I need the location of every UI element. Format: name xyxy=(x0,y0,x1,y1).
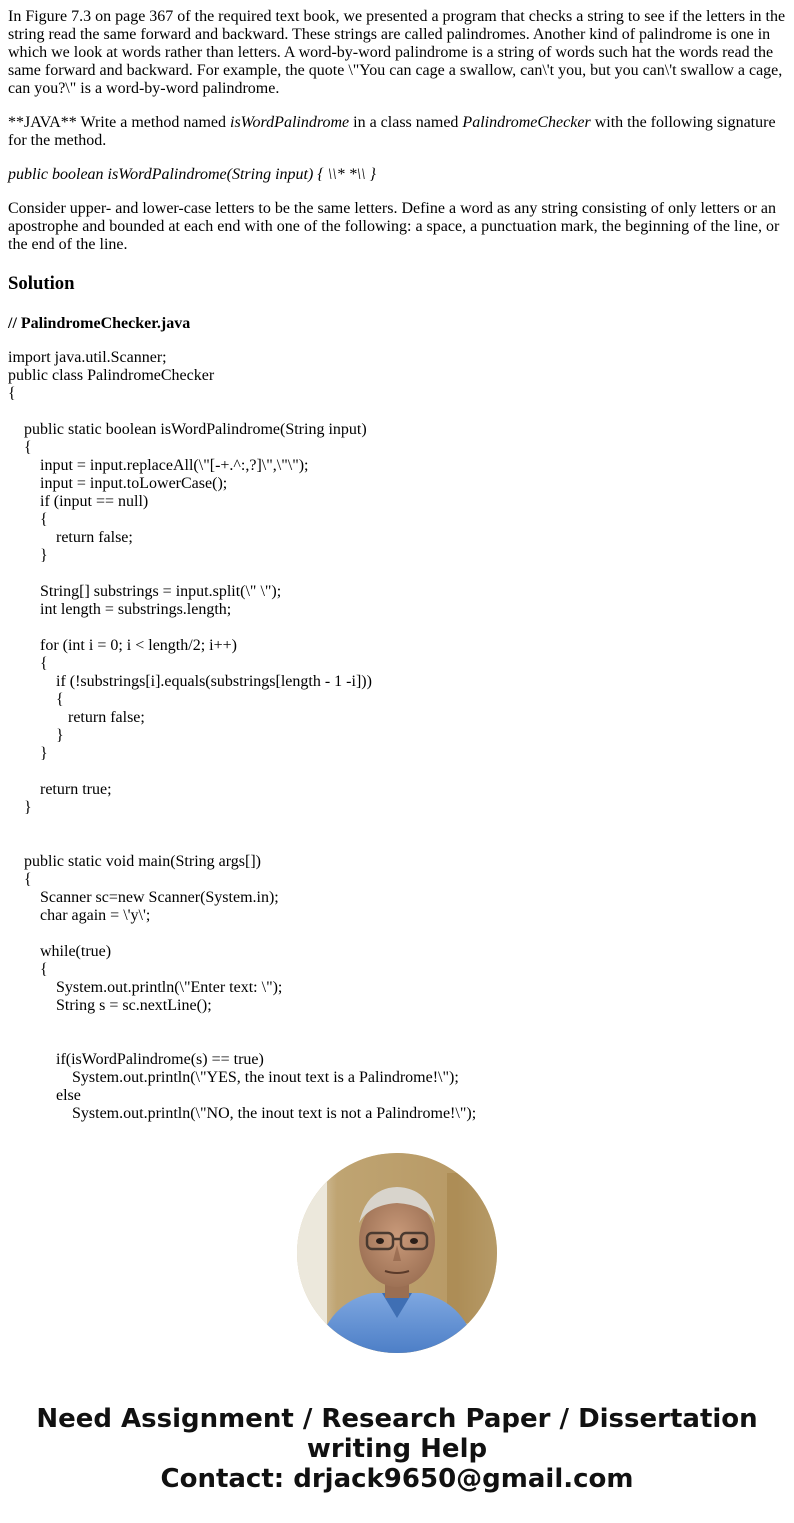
code-line xyxy=(8,619,788,637)
code-line: public class PalindromeChecker xyxy=(8,367,215,384)
code-line: public static void main(String args[]) xyxy=(8,853,261,870)
code-line xyxy=(8,817,788,835)
contact-banner xyxy=(0,1404,794,1494)
code-line: System.out.println(\"NO, the inout text is not a Palindrome!\"); xyxy=(8,1105,477,1122)
code-line: { xyxy=(8,385,16,402)
code-line: } xyxy=(8,799,32,816)
code-line: } xyxy=(8,727,64,744)
code-line xyxy=(8,1015,788,1033)
code-line: else xyxy=(8,1087,81,1104)
question-paragraph-4: Consider upper- and lower-case letters to be the same letters. Define a word as any string consisting of only letters or an apostrophe and bounded at each end with one of the following: a space, a punctuation mark, the beginning of the line, or the end of the line. xyxy=(8,200,780,253)
code-line xyxy=(8,565,788,583)
code-line: { xyxy=(8,871,32,888)
code-line: while(true) xyxy=(8,943,112,960)
code-line: input = input.toLowerCase(); xyxy=(8,475,228,492)
article xyxy=(8,8,788,1123)
p2-middle: in a class named xyxy=(349,114,463,131)
code-line: char again = \'y\'; xyxy=(8,907,151,924)
code-line: for (int i = 0; i < length/2; i++) xyxy=(8,637,237,654)
code-line: { xyxy=(8,691,64,708)
code-line: if(isWordPalindrome(s) == true) xyxy=(8,1051,264,1068)
method-signature xyxy=(8,166,788,184)
question-paragraph-2 xyxy=(8,114,788,150)
code-line: String s = sc.nextLine(); xyxy=(8,997,212,1014)
code-line: int length = substrings.length; xyxy=(8,601,232,618)
cta-line-3: Contact: drjack9650@gmail.com xyxy=(160,1464,634,1494)
code-line: } xyxy=(8,547,48,564)
cta-line-1: Need Assignment / Research Paper / Dissertation xyxy=(36,1404,758,1434)
code-line: { xyxy=(8,511,48,528)
p2-suffix: with the following signature for the method. xyxy=(8,114,776,149)
code-line xyxy=(8,835,788,853)
code-line: String[] substrings = input.split(\" \"); xyxy=(8,583,282,600)
p2-prefix: **JAVA** Write a method named xyxy=(8,114,230,131)
code-line: import java.util.Scanner; xyxy=(8,349,167,366)
code-line: { xyxy=(8,961,48,978)
author-avatar xyxy=(297,1153,497,1353)
code-line: { xyxy=(8,439,32,456)
code-line: System.out.println(\"Enter text: \"); xyxy=(8,979,283,996)
code-line: if (!substrings[i].equals(substrings[length - 1 -i])) xyxy=(8,673,372,690)
method-name: isWordPalindrome xyxy=(230,114,350,131)
code-line: } xyxy=(8,745,48,762)
code-line: public static boolean isWordPalindrome(String input) xyxy=(8,421,367,438)
code-line xyxy=(8,925,788,943)
code-line xyxy=(8,1033,788,1051)
cta-line-2: writing Help xyxy=(306,1434,488,1464)
code-line xyxy=(8,763,788,781)
question-paragraph-1: In Figure 7.3 on page 367 of the required text book, we presented a program that checks a string to see if the letters in the string read the same forward and backward. These strings are called palindromes. Another kind of palindrome is one in which we look at words rather than letters. A word-by-word palindrome is a string of words such hat the words read the same forward and backward. For example, the quote \"You can cage a swallow, can\'t you, but you can\'t swallow a cage, can you?\" is a word-by-word palindrome. xyxy=(8,8,786,97)
code-line: System.out.println(\"YES, the inout text is a Palindrome!\"); xyxy=(8,1069,459,1086)
solution-heading: Solution xyxy=(8,273,75,294)
code-line: return true; xyxy=(8,781,112,798)
code-line xyxy=(8,403,788,421)
code-line: return false; xyxy=(8,529,133,546)
code-line: if (input == null) xyxy=(8,493,149,510)
portrait-photo xyxy=(297,1153,497,1353)
code-line: return false; xyxy=(8,709,145,726)
class-name: PalindromeChecker xyxy=(462,114,591,131)
code-block xyxy=(8,349,788,1123)
code-line: { xyxy=(8,655,48,672)
code-line: Scanner sc=new Scanner(System.in); xyxy=(8,889,279,906)
method-signature-text: public boolean isWordPalindrome(String input) { \\* *\\ } xyxy=(8,166,376,183)
code-file-title: // PalindromeChecker.java xyxy=(8,315,191,332)
code-line: input = input.replaceAll(\"[-+.^:,?]\",\"\"); xyxy=(8,457,309,474)
